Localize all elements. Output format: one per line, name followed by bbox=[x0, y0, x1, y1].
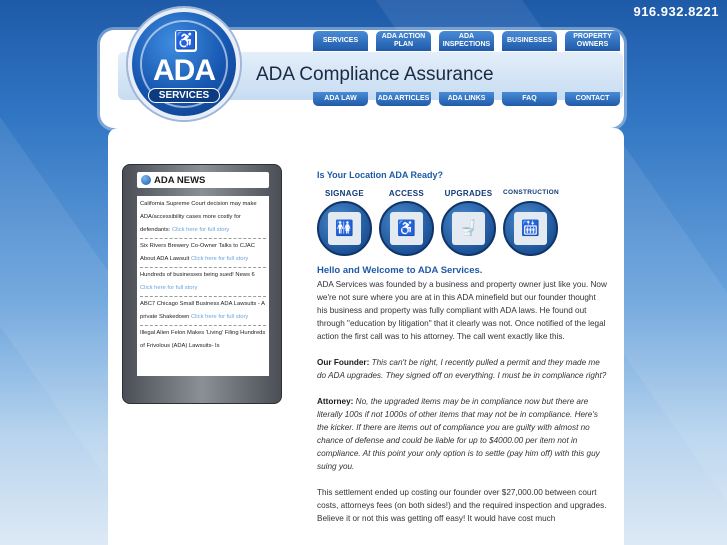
badge-upgrades[interactable] bbox=[441, 189, 496, 255]
badge-label: CONSTRUCTION bbox=[503, 189, 559, 196]
badge-label: SIGNAGE bbox=[325, 189, 364, 198]
news-item-text: California Supreme Court decision may make ADA/accessibility cases more costly for defendants: bbox=[140, 201, 257, 233]
toilet-icon: 🚽 bbox=[452, 212, 485, 245]
wheelchair-access-icon: ♿ bbox=[390, 212, 423, 245]
main-column bbox=[317, 170, 607, 538]
nav-contact[interactable]: CONTACT bbox=[565, 92, 620, 106]
nav-ada-inspections[interactable]: ADA INSPECTIONS bbox=[439, 31, 494, 51]
badge-access[interactable] bbox=[379, 189, 434, 255]
nav-ada-action-plan[interactable]: ADA ACTION PLAN bbox=[376, 31, 431, 51]
attorney-text: No, the upgraded items may be in compliance now but there are literally 100s if not 1000s of other items that may not be in compliance. Here's the kicker. If there are items out of compliance you are guilty with almost no chance of defense and could be liable for up to $4000.00 per item not in compliance. At this point your only option is to settle (pay him off) with this guy suing you. bbox=[317, 397, 600, 471]
phone-number: 916.932.8221 bbox=[633, 4, 719, 19]
nav-ada-law[interactable]: ADA LAW bbox=[313, 92, 368, 106]
news-bullet-icon bbox=[141, 175, 151, 185]
news-item-link[interactable]: Click here for full story bbox=[140, 285, 198, 291]
news-item-text: Hundreds of businesses being sued! News 6 bbox=[140, 272, 255, 278]
news-item bbox=[140, 240, 266, 268]
news-item-text: ABC7 Chicago Small Business ADA Lawsuits - A private Shakedown bbox=[140, 301, 265, 320]
nav-ada-articles[interactable]: ADA ARTICLES bbox=[376, 92, 431, 106]
news-item bbox=[140, 198, 266, 239]
news-item bbox=[140, 327, 266, 354]
badge-label: ACCESS bbox=[388, 189, 425, 198]
badge-signage[interactable] bbox=[317, 189, 372, 255]
nav-bottom bbox=[313, 92, 620, 106]
site-title: ADA Compliance Assurance bbox=[256, 64, 494, 85]
news-list[interactable] bbox=[137, 196, 269, 376]
settlement-paragraph: This settlement ended up costing our founder over $27,000.00 between court costs, attorneys fees (on both sides!) and the required inspection and upgrades. Believe it or not this was getting off easy! It would have cost much bbox=[317, 488, 607, 523]
nav-top bbox=[313, 31, 620, 51]
nav-businesses[interactable]: BUSINESSES bbox=[502, 31, 557, 51]
news-item-link[interactable]: Click here for full story bbox=[190, 314, 249, 320]
news-item-link[interactable]: Click here for full story bbox=[171, 227, 230, 233]
badge-construction[interactable] bbox=[503, 189, 558, 255]
news-item-text: Six Rivers Brewery Co-Owner Talks to CJAC About ADA Lawsuit bbox=[140, 243, 255, 262]
welcome-title: Hello and Welcome to ADA Services. bbox=[317, 265, 483, 276]
logo-text: ADA bbox=[153, 54, 215, 87]
news-header bbox=[137, 172, 269, 188]
nav-property-owners[interactable]: PROPERTY OWNERS bbox=[565, 31, 620, 51]
news-item bbox=[140, 269, 266, 297]
wheelchair-icon: ♿ bbox=[175, 31, 197, 50]
news-panel bbox=[122, 164, 282, 404]
nav-faq[interactable]: FAQ bbox=[502, 92, 557, 106]
news-title: ADA NEWS bbox=[154, 174, 206, 186]
intro-paragraph: ADA Services was founded by a business and property owner just like you. Now we're not sure where you are at in this ADA minefield but our founder thought his business and property was fully compliant with ADA laws. He found out through "education by litigation" that it clearly was not. Once notified of the legal action the first call was to his attorney. The call went exactly like this. bbox=[317, 280, 607, 341]
site-logo[interactable] bbox=[128, 8, 240, 120]
attorney-label: Attorney: bbox=[317, 397, 354, 406]
founder-label: Our Founder: bbox=[317, 358, 370, 367]
news-item-link[interactable]: Click here for full story bbox=[190, 256, 249, 262]
handrail-icon: 🛗 bbox=[514, 212, 547, 245]
nav-ada-links[interactable]: ADA LINKS bbox=[439, 92, 494, 106]
founder-paragraph bbox=[317, 356, 607, 382]
news-item-text: Illegal Alien Felon Makes 'Living' Filing Hundreds of Frivolous (ADA) Lawsuits- Is bbox=[140, 330, 266, 349]
restroom-sign-icon: 🚻 bbox=[328, 212, 361, 245]
service-badges bbox=[317, 189, 607, 255]
nav-services[interactable]: SERVICES bbox=[313, 31, 368, 51]
logo-subtext: SERVICES bbox=[148, 88, 220, 103]
news-item bbox=[140, 298, 266, 326]
founder-text: This can't be right, I recently pulled a permit and they made me do ADA upgrades. They signed off on everything. I must be in compliance right? bbox=[317, 358, 607, 380]
attorney-paragraph bbox=[317, 395, 607, 473]
ready-title: Is Your Location ADA Ready? bbox=[317, 170, 444, 180]
badge-label: UPGRADES bbox=[444, 189, 493, 198]
